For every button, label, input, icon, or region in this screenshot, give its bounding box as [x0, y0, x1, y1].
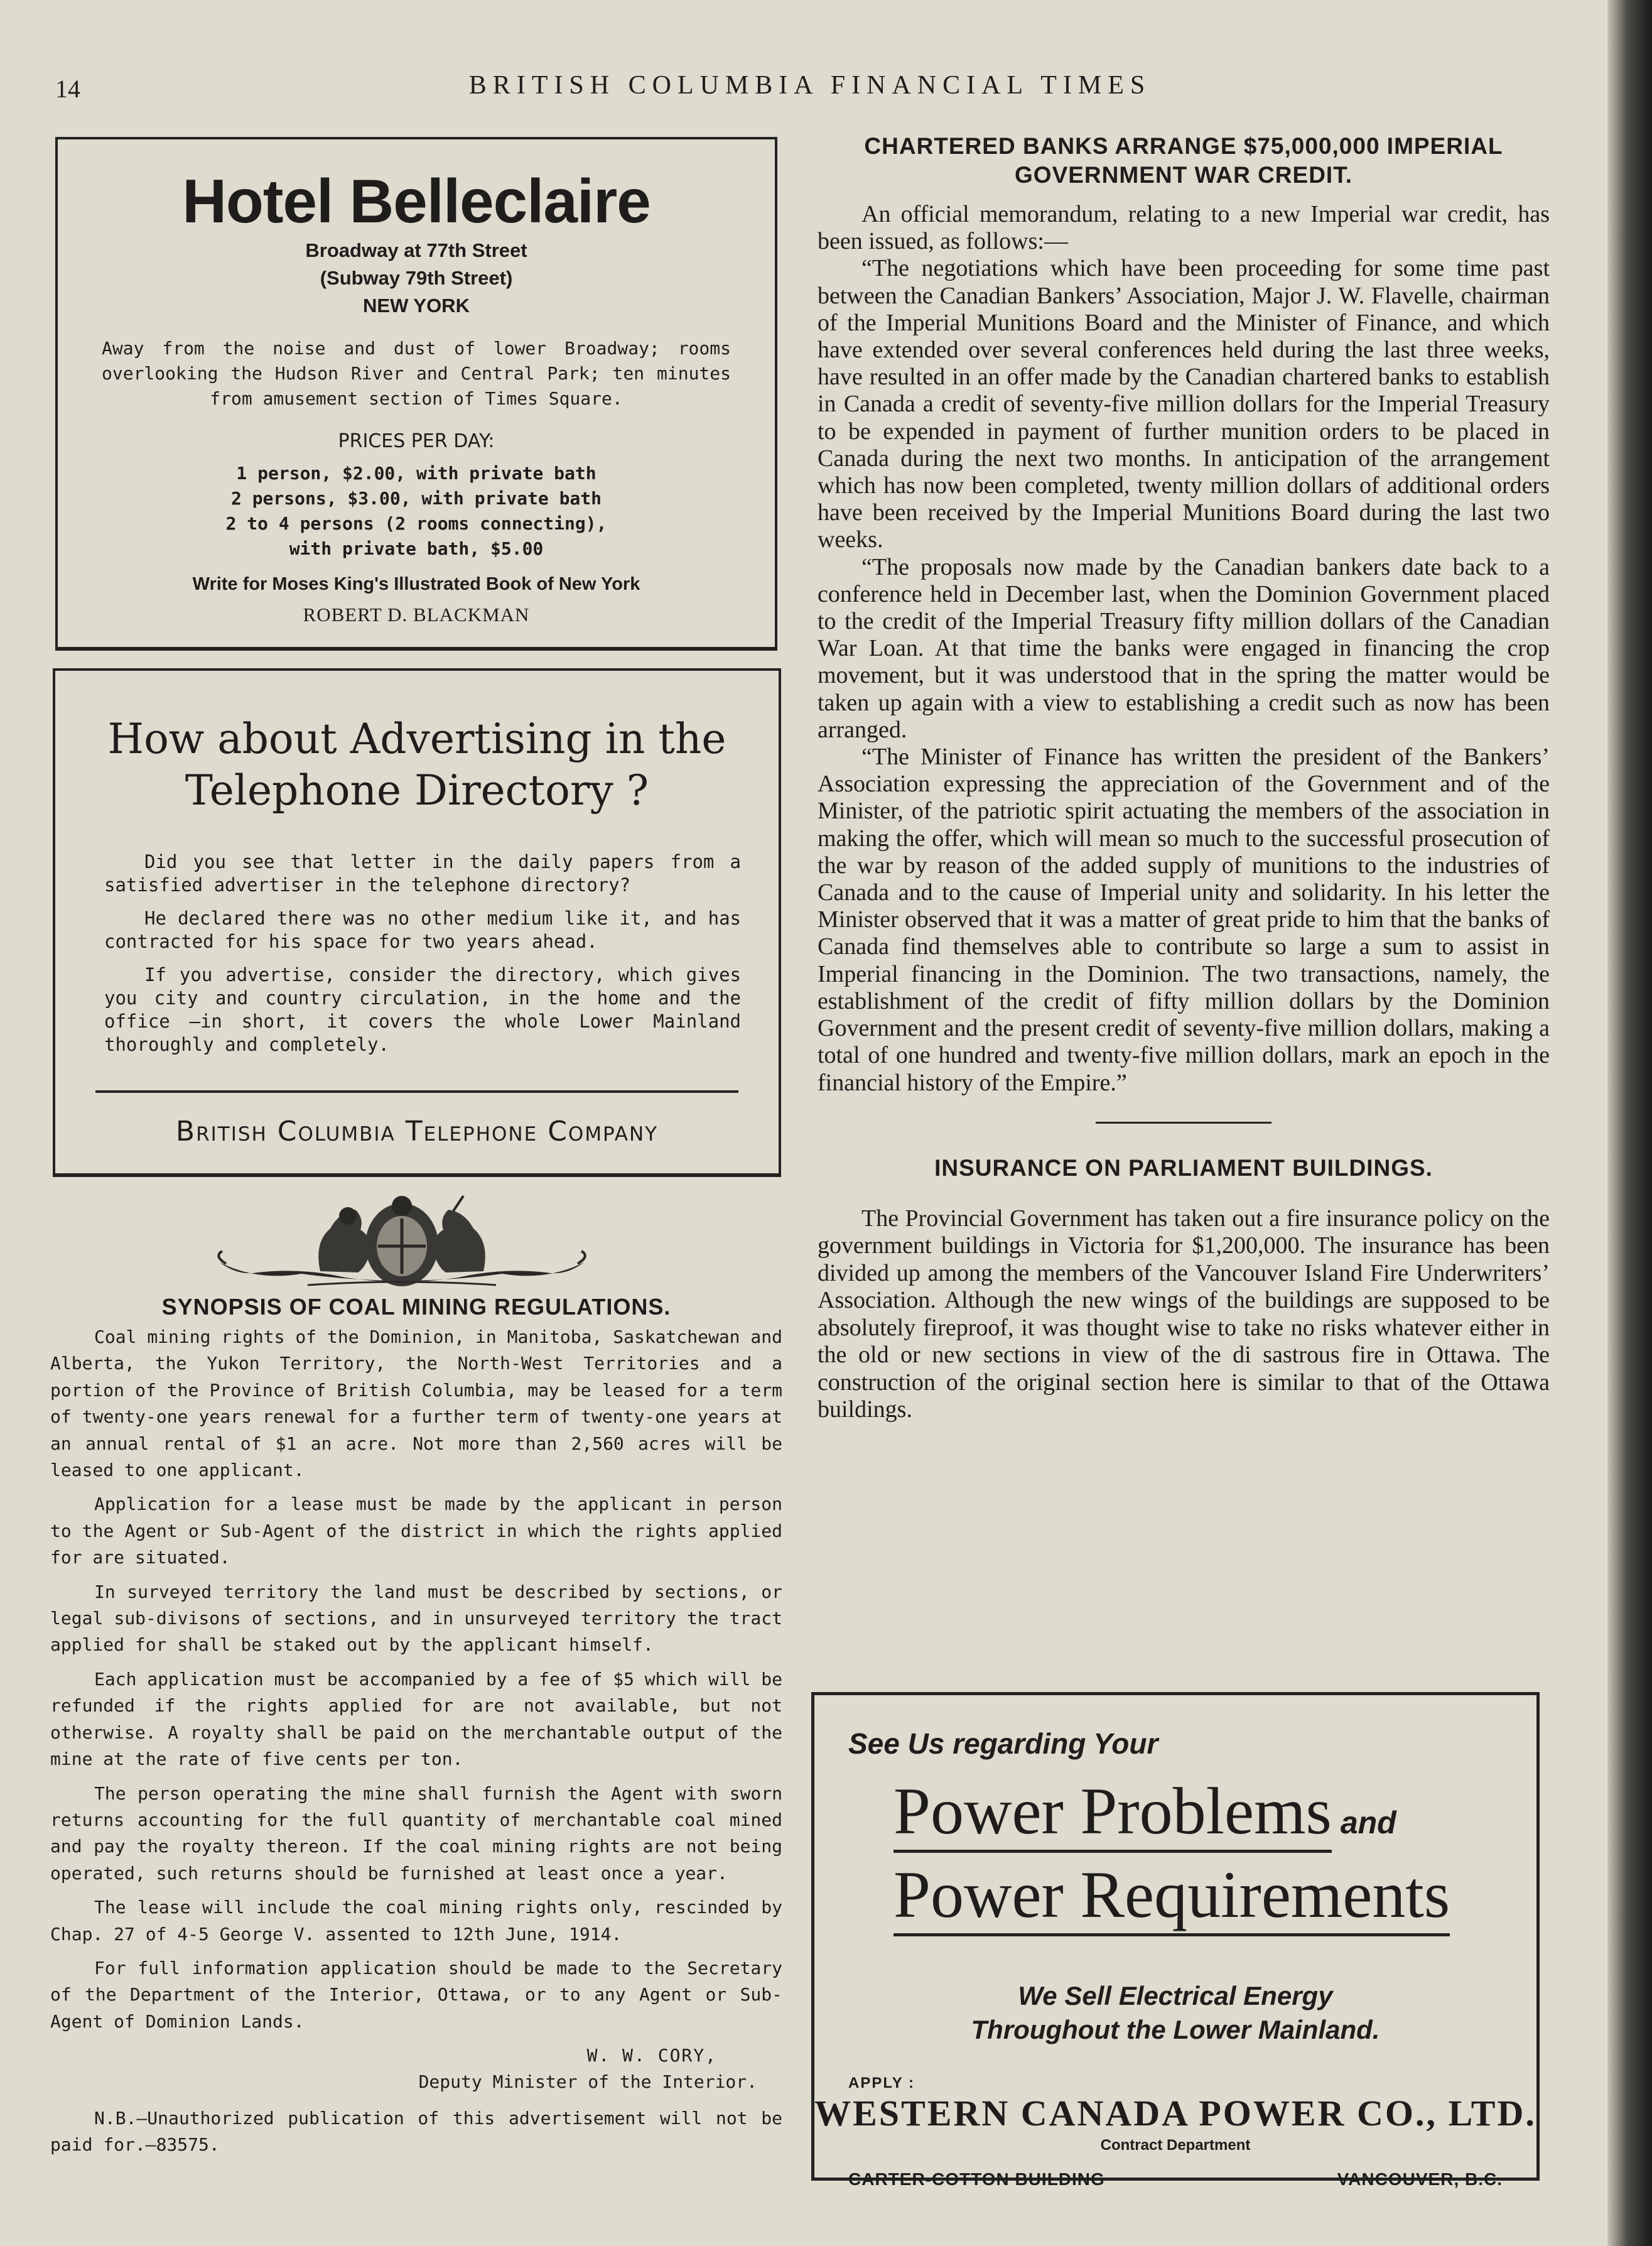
book-spine-shadow [1607, 0, 1652, 2246]
coal-paragraph: For full information application should be made to the Secretary of the Department of the Interior, Ottawa, or to any Agent or Sub-Agent of Dominion Lands. [50, 1957, 782, 2032]
power-ad-intro: See Us regarding Your [848, 1727, 1158, 1760]
war-credit-body [818, 201, 1550, 1097]
hotel-address-line2: (Subway 79th Street) [320, 267, 513, 289]
article-paragraph: The Provincial Government has taken out a fire insurance policy on the government buildings in Victoria for $1,200,000. The insurance has been divided up among the members of the Vancouver Island Fire Underwriters’ Association. Although the new wings of the buildings are supposed to be absolutely fireproof, it was thought wise to take no risks whatever either in the old or new sections in view of the di sastrous fire in Ottawa. The construction of the original section here is similar to that of the Ottawa buildings. [818, 1205, 1550, 1423]
coal-regulations-notice [50, 1294, 782, 2158]
coal-signature [50, 2043, 782, 2095]
running-head: BRITISH COLUMBIA FINANCIAL TIMES [468, 71, 1152, 100]
right-column [818, 132, 1550, 1424]
war-credit-headline: CHARTERED BANKS ARRANGE $75,000,000 IMPERIAL GOVERNMENT WAR CREDIT. [864, 133, 1503, 188]
insurance-headline: INSURANCE ON PARLIAMENT BUILDINGS. [934, 1154, 1433, 1181]
coal-paragraph: The person operating the mine shall furnish the Agent with sworn returns accounting for the full quantity of merchantable coal mined and pay the royalty thereon. If the coal mining rights are not being operated, such returns should be furnished at least once a year. [50, 1782, 782, 1884]
page-number: 14 [55, 75, 80, 103]
divider [95, 1090, 738, 1093]
power-ad-footer [848, 2169, 1503, 2189]
power-ad-headline-1 [893, 1774, 1536, 1853]
telephone-company-name: British Columbia Telephone Company [175, 1115, 659, 1147]
power-city: VANCOUVER, B.C. [1337, 2169, 1503, 2189]
hotel-price-item: 2 to 4 persons (2 rooms connecting), with private bath, $5.00 [225, 513, 607, 559]
hotel-price-list [58, 461, 775, 562]
signatory-title: Deputy Minister of the Interior. [418, 2071, 757, 2093]
hotel-address-line1: Broadway at 77th Street [305, 239, 527, 261]
hotel-prices-heading: PRICES PER DAY: [338, 430, 495, 452]
telephone-ad-paragraph: He declared there was no other medium like it, and has contracted for his space for two years ahead. [104, 908, 741, 952]
power-ad-tagline [814, 1979, 1536, 2047]
hotel-advertisement [55, 137, 777, 651]
hotel-city: NEW YORK [363, 295, 470, 317]
coal-paragraph: Coal mining rights of the Dominion, in Manitoba, Saskatchewan and Alberta, the Yukon Territory, the North-West Territories and a portion of the Province of British Columbia, may be leased for a term of twenty-one years renewal for a further term of twenty-one years at an annual rental of $1 an acre. Not more than 2,560 acres will be leased to one applicant. [50, 1326, 782, 1481]
power-ad-headline-2 [893, 1858, 1536, 1936]
power-tagline-2: Throughout the Lower Mainland. [971, 2015, 1380, 2044]
article-paragraph: An official memorandum, relating to a new Imperial war credit, has been issued, as follows:— [818, 201, 1550, 255]
coal-paragraph: Each application must be accompanied by a fee of $5 which will be refunded if the rights applied for are not available, but not otherwise. A royalty shall be paid on the merchantable output of the mine at the rate of five cents per ton. [50, 1668, 782, 1770]
signatory-name: W. W. CORY, [586, 2045, 717, 2066]
article-paragraph: “The proposals now made by the Canadian bankers date back to a conference held in December last, when the Dominion Government placed to the credit of the Imperial Treasury fifty million dollars of the Canadian War Loan. At that time the banks were engaged in financing the crop movement, but it was understood that in the spring the matter would be taken up again with a view to establishing a credit such as now has been arranged. [818, 553, 1550, 743]
coal-regulations-body [50, 1324, 782, 2035]
article-paragraph: “The Minister of Finance has written the president of the Bankers’ Association expressing the appreciation of the Government and of the Minister, of the patriotic spirit actuating the members of the association in making the offer, which will mean so much to the successful prosecution of the war by reason of the added supply of munitions to the industries of Canada and to the cause of Imperial unity and solidarity. In his letter the Minister observed that it was a matter of great pride to him that the banks of Canada find themselves able to contribute so large a sum to assist in Imperial financing in the Dominion. The two transactions, namely, the establishment of the credit of fifty million dollars by the Dominion Government and the present credit of seventy-five million dollars, making a total of one hundred and twenty-five million dollars, mark an epoch in the financial history of the Empire.” [818, 744, 1550, 1096]
hotel-price-item: 1 person, $2.00, with private bath [236, 463, 597, 484]
hotel-manager: ROBERT D. BLACKMAN [303, 604, 530, 626]
coal-note: N.B.—Unauthorized publication of this advertisement will not be paid for.—83575. [50, 2108, 782, 2156]
hotel-description: Away from the noise and dust of lower Broadway; rooms overlooking the Hudson River and Central Park; ten minutes from amusement section of Times Square. [102, 338, 731, 409]
power-company-name: WESTERN CANADA POWER CO., LTD. [814, 2093, 1536, 2134]
power-building: CARTER-COTTON BUILDING [848, 2169, 1105, 2189]
power-tagline-1: We Sell Electrical Energy [1018, 1981, 1333, 2010]
hotel-book-line: Write for Moses King's Illustrated Book of New York [192, 574, 640, 594]
coal-paragraph: The lease will include the coal mining rights only, rescinded by Chap. 27 of 4-5 George V. assented to 12th June, 1914. [50, 1897, 782, 1945]
telephone-ad-paragraph: If you advertise, consider the directory, which gives you city and country circulation, in the home and the office —in short, it covers the whole Lower Mainland thoroughly and completely. [104, 964, 741, 1055]
power-department: Contract Department [1100, 2137, 1251, 2154]
coal-paragraph: Application for a lease must be made by the applicant in person to the Agent or Sub-Agent of the district in which the rights applied for are situated. [50, 1494, 782, 1568]
hotel-price-item: 2 persons, $3.00, with private bath [230, 488, 602, 509]
power-apply-label: APPLY : [848, 2075, 915, 2091]
telephone-ad-title: How about Advertising in the Telephone Directory ? [107, 715, 726, 815]
telephone-advertisement [53, 668, 781, 1177]
coal-regulations-title: SYNOPSIS OF COAL MINING REGULATIONS. [161, 1294, 671, 1320]
telephone-ad-paragraph: Did you see that letter in the daily papers from a satisfied advertiser in the telephone directory? [104, 851, 741, 896]
power-requirements-text: Power Requirements [893, 1862, 1450, 1936]
divider [1096, 1122, 1271, 1124]
power-problems-text: Power Problems [893, 1778, 1332, 1853]
coat-of-arms-emblem [207, 1193, 597, 1289]
hotel-name: Hotel Belleclaire [182, 166, 651, 236]
telephone-ad-body [104, 850, 741, 1056]
power-company-advertisement [811, 1692, 1540, 2189]
article-paragraph: “The negotiations which have been proceeding for some time past between the Canadian Bankers’ Association, Major J. W. Flavelle, chairman of the Imperial Munitions Board and the Minister of Finance, and which have extended over several conferences held during the last three weeks, have resulted in an offer made by the Canadian chartered banks to establish in Canada a credit of seventy-five million dollars for the Imperial Treasury to be expended in payment of further munition orders to be placed in Canada during the next two months. In anticipation of the arrangement which has now been completed, twenty million dollars of additional orders have been received by the Imperial Munitions Board during the last two weeks. [818, 255, 1550, 553]
coal-paragraph: In surveyed territory the land must be described by sections, or legal sub-divisons of sections, and in unsurveyed territory the tract applied for shall be staked out by the applicant himself. [50, 1581, 782, 1656]
insurance-body [818, 1205, 1550, 1424]
power-ad-and: and [1340, 1805, 1396, 1840]
